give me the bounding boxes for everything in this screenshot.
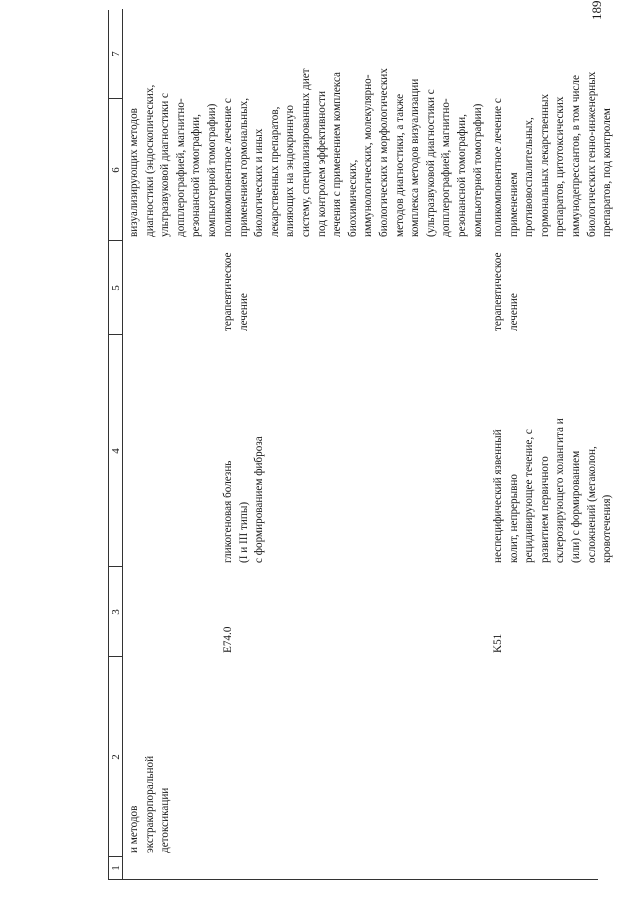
row1-col6-text: визуализирующих методов диагностики (эндоскопических, ультразвуковой диагностики с допплерографией, магнитно- резонансной томографии, компьютерной томографии) bbox=[128, 84, 218, 237]
header-col-5: 5 bbox=[110, 285, 122, 291]
row2-col4-text: гликогеновая болезнь (I и III типы) с формированием фиброза bbox=[222, 436, 266, 563]
row2-col3-code: E74.0 bbox=[222, 626, 234, 653]
header-col-3: 3 bbox=[110, 609, 122, 615]
header-col-6: 6 bbox=[110, 167, 122, 173]
header-col-7: 7 bbox=[110, 51, 122, 57]
header-col-4: 4 bbox=[110, 448, 122, 454]
row2-col5-text: терапевтическое лечение bbox=[222, 252, 250, 331]
page-number: 189 bbox=[589, 0, 604, 20]
row3-col3-code: K51 bbox=[492, 633, 504, 653]
row3-col5-text: терапевтическое лечение bbox=[492, 252, 520, 331]
header-col-2: 2 bbox=[110, 754, 122, 760]
header-col-1: 1 bbox=[110, 865, 122, 871]
row2-col6-text: поликомпонентное лечение с применением гормональных, биологических и иных лекарственных препаратов, влияющих на эндокринную систему, специализированных диет под контролем эффективности лечения с применением комплекса биохимических, иммунологических, молекулярно- биологических и морфологических методов диагностики, а также комплекса методов визуализации (ультразвуковой диагностики с допплерографией, магнитно- резонансной томографии, компьютерной томографии) bbox=[222, 68, 484, 237]
row3-col4-text: неспецифический язвенный колит, непрерывно рецидивирующее течение, с развитием первичного склерозирующего холангита и (или) с формированием осложнений (мегаколон, кровотечения) bbox=[492, 418, 614, 563]
row3-col6-text: поликомпонентное лечение с применением противовоспалительных, гормональных лекарственных препаратов, цитотоксических иммунодепрессантов, в том числе биологических генно-инженерных препаратов, под контролем bbox=[492, 71, 614, 237]
table-header-row bbox=[109, 9, 123, 879]
row1-col2-text: и методов экстракорпоральной детоксикации bbox=[128, 755, 172, 853]
